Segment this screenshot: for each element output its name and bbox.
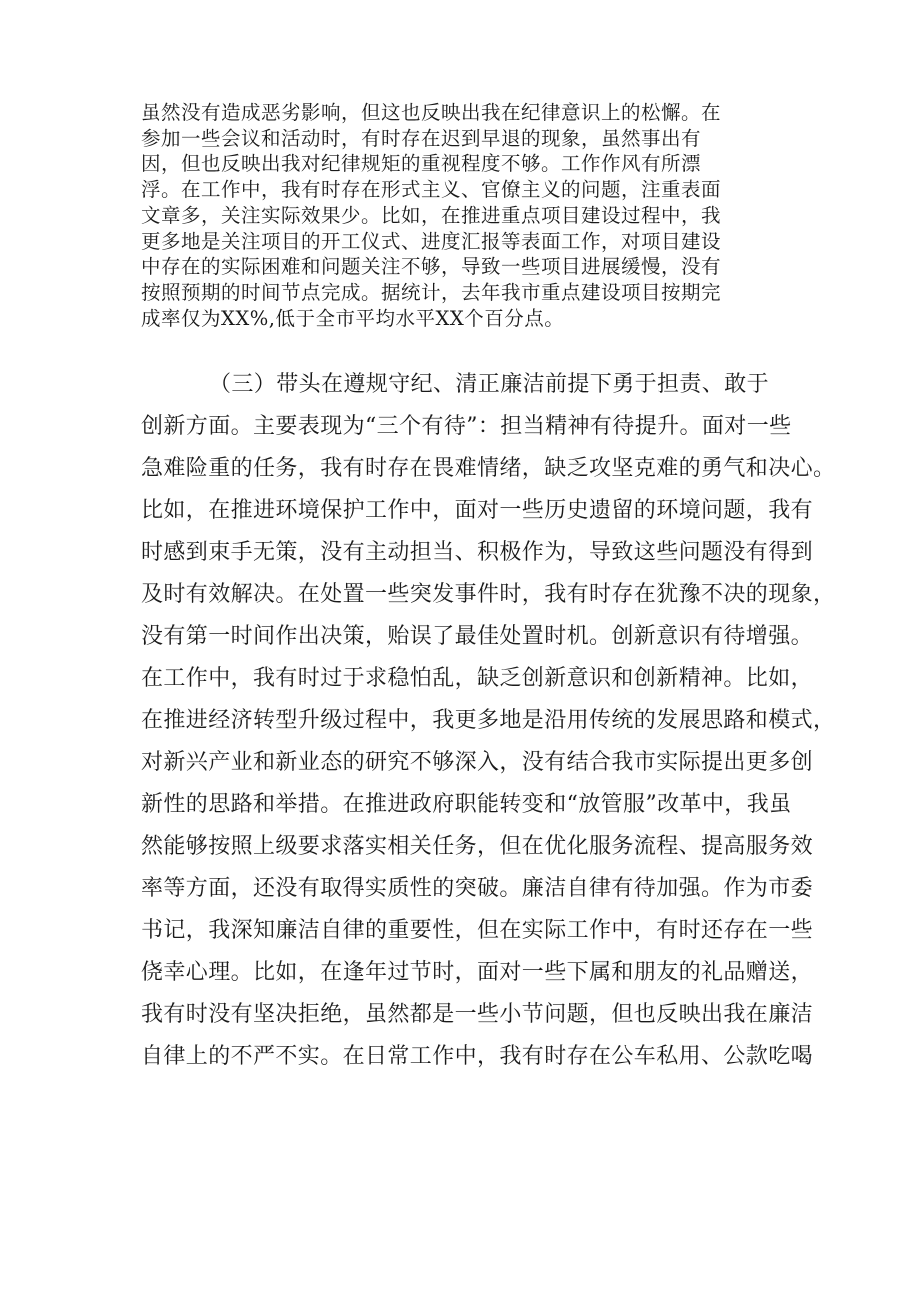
text-line: 及时有效解决。在处置一些突发事件时，我有时存在犹豫不决的现象， <box>141 582 836 607</box>
text-line: 浮。在工作中，我有时存在形式主义、官僚主义的问题，注重表面 <box>141 178 722 202</box>
text-line: 参加一些会议和活动时，有时存在迟到早退的现象，虽然事出有 <box>141 126 702 150</box>
text-line: 按照预期的时间节点完成。据统计，去年我市重点建设项目按期完 <box>141 280 722 304</box>
text-line: 创新方面。主要表现为“三个有待”：担当精神有待提升。面对一些 <box>141 414 792 439</box>
text-line: 因，但也反映出我对纪律规矩的重视程度不够。工作作风有所漂 <box>141 152 702 176</box>
text-line: 比如，在推进环境保护工作中，面对一些历史遗留的环境问题，我有 <box>141 498 814 523</box>
text-line: 文章多，关注实际效果少。比如，在推进重点项目建设过程中，我 <box>141 203 722 227</box>
section-heading-line: （三）带头在遵规守纪、清正廉洁前提下勇于担责、敢于 <box>209 372 770 397</box>
text-line: 侥幸心理。比如，在逢年过节时，面对一些下属和朋友的礼品赠送， <box>141 960 814 985</box>
text-line: 在推进经济转型升级过程中，我更多地是沿用传统的发展思路和模式， <box>141 708 836 733</box>
text-line: 自律上的不严不实。在日常工作中，我有时存在公车私用、公款吃喝 <box>141 1044 814 1069</box>
section-three-paragraph <box>141 364 836 1078</box>
text-line: 成率仅为XX%,低于全市平均水平XX个百分点。 <box>141 306 565 330</box>
text-line: 在工作中，我有时过于求稳怕乱，缺乏创新意识和创新精神。比如， <box>141 666 814 691</box>
text-line: 然能够按照上级要求落实相关任务，但在优化服务流程、提高服务效 <box>141 834 814 859</box>
text-line: 我有时没有坚决拒绝，虽然都是一些小节问题，但也反映出我在廉洁 <box>141 1002 814 1027</box>
text-line: 中存在的实际困难和问题关注不够，导致一些项目进展缓慢，没有 <box>141 255 722 279</box>
top-paragraph <box>141 100 791 331</box>
text-line: 新性的思路和举措。在推进政府职能转变和“放管服”改革中，我虽 <box>141 792 792 817</box>
text-line: 率等方面，还没有取得实质性的突破。廉洁自律有待加强。作为市委 <box>141 876 814 901</box>
text-line: 书记，我深知廉洁自律的重要性，但在实际工作中，有时还存在一些 <box>141 918 814 943</box>
text-line: 急难险重的任务，我有时存在畏难情绪，缺乏攻坚克难的勇气和决心。 <box>141 456 836 481</box>
text-line: 时感到束手无策，没有主动担当、积极作为，导致这些问题没有得到 <box>141 540 814 565</box>
text-line: 没有第一时间作出决策，贻误了最佳处置时机。创新意识有待增强。 <box>141 624 814 649</box>
text-line: 更多地是关注项目的开工仪式、进度汇报等表面工作，对项目建设 <box>141 229 722 253</box>
text-line: 虽然没有造成恶劣影响，但这也反映出我在纪律意识上的松懈。在 <box>141 101 722 124</box>
text-line: 对新兴产业和新业态的研究不够深入，没有结合我市实际提出更多创 <box>141 750 814 775</box>
